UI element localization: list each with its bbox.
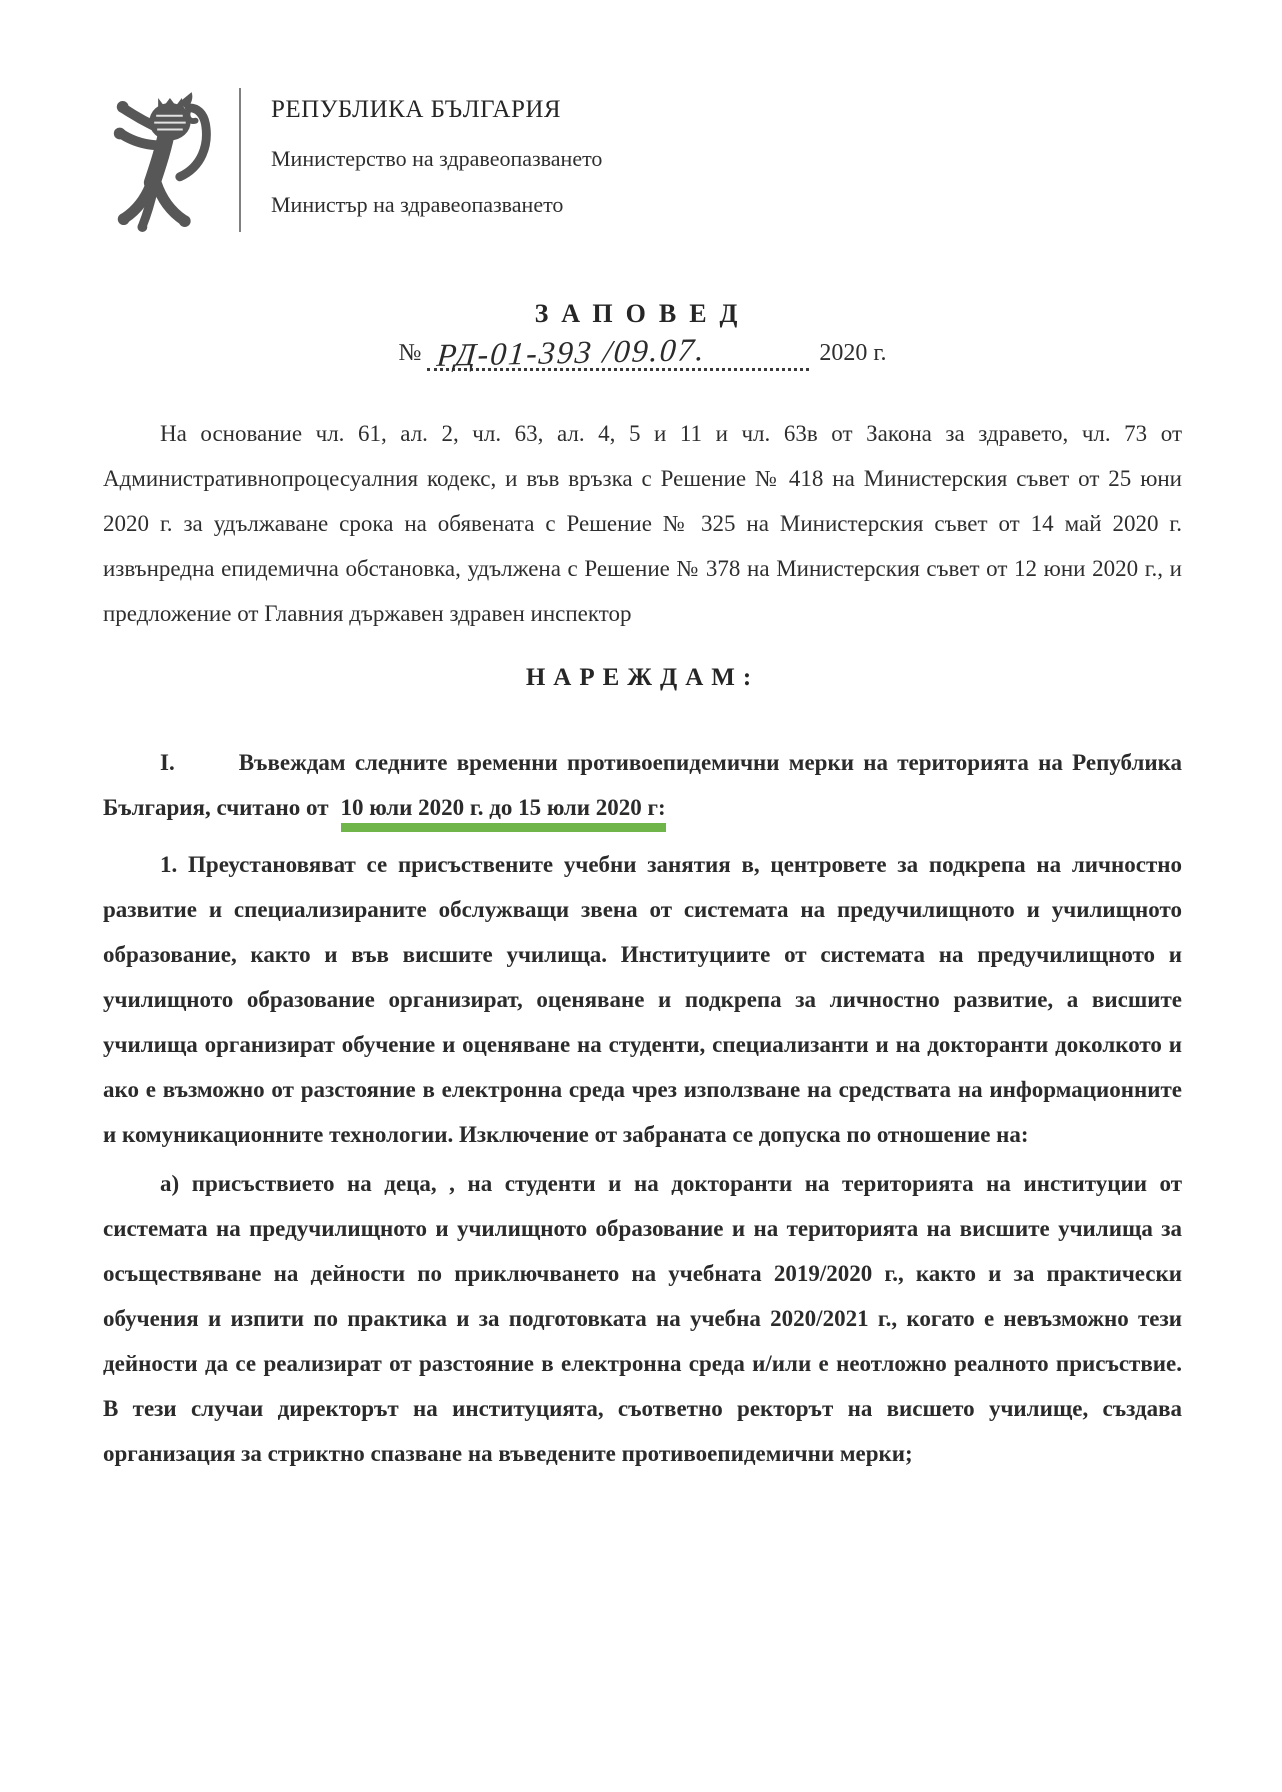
- point-1-paragraph: [103, 842, 1182, 1157]
- letterhead-text: [271, 88, 602, 218]
- order-number-line: [103, 331, 1182, 371]
- section-i-number: I.: [160, 750, 175, 775]
- ministry-letterhead: [103, 88, 1182, 243]
- minister-title: Министър на здравеопазването: [271, 192, 564, 217]
- point-1-text: Преустановяват се присъствените учебни занятия в, центровете за подкрепа на личностно развитие и специализираните обслужващи звена от системата на предучилищното и училищното образование, както и във висшите училища. Институциите от системата на предучилищното и училищното образование организират, оценяване и подкрепа за личностно развитие, а висшите училища организират обучение и оценяване на студенти, специализанти и на докторанти доколкото и ако е възможно от разстояние в електронна среда чрез използване на средствата на информационните и комуникационните технологии. Изключение от забраната се допуска по отношение на:: [103, 852, 1183, 1147]
- handwritten-order-number: РД-01-393 /09.07.: [435, 331, 708, 373]
- legal-preamble-paragraph: На основание чл. 61, ал. 2, чл. 63, ал. 4, 5 и 11 и чл. 63в от Закона за здравето, чл. 73 от Административнопроцесуалния кодекс, и във връзка с Решение № 418 на Министерския съвет от 25 юни 2020 г. за удължаване срока на обявената с Решение № 325 на Министерския съвет от 14 май 2020 г. извънредна епидемична обстановка, удължена с Решение № 378 на Министерския съвет от 12 юни 2020 г., и предложение от Главния държавен здравен инспектор: [103, 421, 1182, 626]
- order-title: ЗАПОВЕД: [534, 299, 751, 328]
- dotted-fill-line: [427, 331, 809, 371]
- number-prefix: №: [398, 340, 422, 366]
- section-i-text: Въвеждам следните временни противоепидемични мерки на територията на Република България, считано от: [103, 750, 1182, 820]
- point-a-paragraph: [103, 1161, 1182, 1476]
- point-1-number: 1.: [160, 852, 178, 877]
- letterhead-divider: [239, 88, 241, 232]
- point-a-text: присъствието на деца, , на студенти и на докторанти на територията на институции от системата на предучилищното и училищното образование и на територията на висшите училища за осъществяване на дейности по приключването на учебната 2019/2020 г., както и за практически обучения и изпити по практика и за подготовката на учебна 2020/2021 г., когато е невъзможно тези дейности да се реализират от разстояние в електронна среда и/или е неотложно реалното присъствие. В тези случаи директорът на институцията, съответно ректорът на висшето училище, създава организация за стриктно спазване на въведените противоепидемични мерки;: [103, 1171, 1182, 1466]
- point-a-number: а): [160, 1171, 180, 1196]
- coat-of-arms-lion-icon: [103, 90, 233, 243]
- order-year: 2020 г.: [819, 340, 887, 366]
- command-heading: НАРЕЖДАМ:: [525, 664, 760, 691]
- date-range-green-underline: 10 юли 2020 г. до 15 юли 2020 г:: [341, 795, 666, 832]
- republic-title: РЕПУБЛИКА БЪЛГАРИЯ: [271, 96, 562, 123]
- ministry-name: Министерство на здравеопазването: [271, 146, 603, 171]
- section-i-paragraph: [103, 740, 1182, 830]
